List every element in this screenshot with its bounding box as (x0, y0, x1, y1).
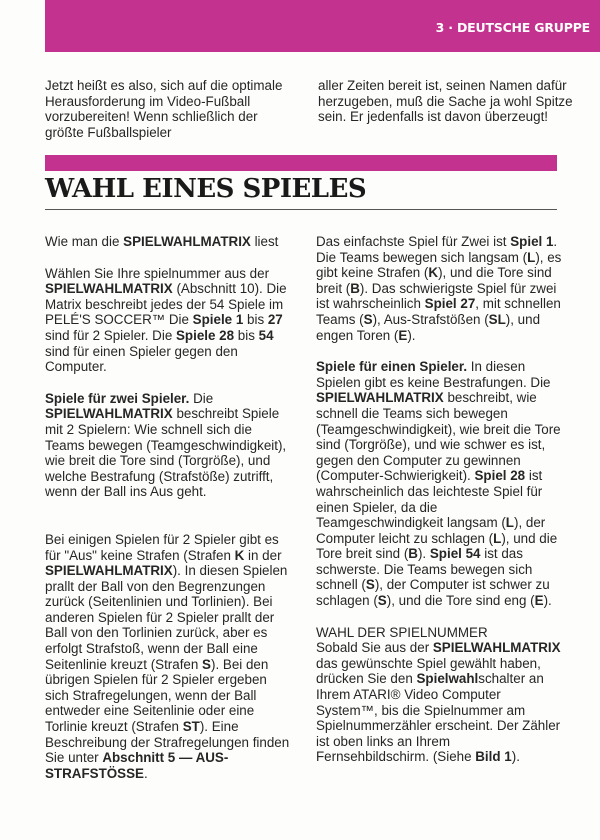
page-title: WAHL EINES SPIELES (45, 174, 367, 204)
right-column (316, 234, 564, 781)
paragraph-select-number: Wählen Sie Ihre spielnummer aus der SPIELWAHLMATRIX (Abschnitt 10). Die Matrix beschreibt jedes der 54 Spiele im PELÉ'S SOCCER™ Die Spiele 1 bis 27 sind für 2 Spieler. Die Spiele 28 bis 54 sind für einen Spieler gegen den Computer. (45, 265, 287, 375)
paragraph-easiest-hardest: Das einfachste Spiel für Zwei ist Spiel 1. Die Teams bewegen sich langsam (L), es gibt keine Strafen (K), und die Tore sind breit (B). Das schwierigste Spiel für zwei ist wahrscheinlich Spiel 27, mit schnellen Teams (S), Aus-Strafstößen (SL), und engen Toren (E). (316, 234, 562, 343)
section-divider-bar (45, 155, 557, 171)
paragraph-game-number: WAHL DER SPIELNUMMER Sobald Sie aus der SPIELWAHLMATRIX das gewünschte Spiel gewählt haben, drücken Sie den Spielwahlschalter an Ihrem ATARI® Video Computer System™, bis die Spielnummer am Spielnummerzähler erscheint. Der Zähler ist oben links an Ihrem Fernsehbildschirm. (Siehe Bild 1). (316, 624, 561, 765)
left-column (45, 234, 293, 797)
paragraph-two-players: Spiele für zwei Spieler. Die SPIELWAHLMATRIX beschreibt Spiele mit 2 Spielern: Wie schnell sich die Teams bewegen (Teamgeschwindigkeit), wie breit die Tore sind (Torgröße), und welche Bestrafung (Strafstöße) zutrifft, wenn der Ball ins Aus geht. (45, 390, 287, 500)
paragraph-how-to-read: Wie man die SPIELWAHLMATRIX liest (45, 234, 279, 249)
intro-right-text (318, 78, 573, 125)
subheading-game-number: WAHL DER SPIELNUMMER (316, 624, 488, 640)
heading-rule (45, 209, 557, 210)
intro-left-paragraph: Jetzt heißt es also, sich auf die optimale Herausforderung im Video-Fußball vorzubereiten! Wenn schließlich der größte Fußballspieler (45, 78, 283, 140)
paragraph-one-player: Spiele für einen Spieler. In diesen Spielen gibt es keine Bestrafungen. Die SPIELWAHLMATRIX beschreibt, wie schnell die Teams sich bewegen (Teamgeschwindigkeit), wie breit die Tore sind (Torgröße), und wie schwer es ist, gegen den Computer zu gewinnen (Computer-Schwierigkeit). Spiel 28 ist wahrscheinlich das leichteste Spiel für einen Spieler, da die Teamgeschwindigkeit langsam (L), der Computer leicht zu schlagen (L), und die Tore breit sind (B). Spiel 54 ist das schwerste. Die Teams bewegen sich schnell (S), der Computer ist schwer zu schlagen (S), und die Tore sind eng (E). (316, 359, 561, 609)
intro-right-paragraph: aller Zeiten bereit ist, seinen Namen dafür herzugeben, muß die Sache ja wohl Spitze sein. Er jedenfalls ist davon überzeugt! (318, 78, 573, 125)
paragraph-penalties: Bei einigen Spielen für 2 Spieler gibt es für "Aus" keine Strafen (Strafen K in der SPIELWAHLMATRIX). In diesen Spielen prallt der Ball von den Begrenzungen zurück (Seitenlinien und Torlinien). Bei anderen Spielen für 2 Spieler prallt der Ball von den Torlinien zurück, aber es erfolgt Strafstoß, wenn der Ball eine Seitenlinie kreuzt (Strafen S). Bei den übrigen Spielen für 2 Spieler ergeben sich Strafregelungen, wenn der Ball entweder eine Seitenlinie oder eine Torlinie kreuzt (Strafen ST). Eine Beschreibung der Strafregelungen finden Sie unter Abschnitt 5 — AUS-STRAFSTÖSSE. (45, 531, 290, 781)
intro-left-text (45, 78, 300, 140)
header-bar (45, 0, 600, 52)
section-label: 3 · DEUTSCHE GRUPPE (435, 20, 590, 35)
